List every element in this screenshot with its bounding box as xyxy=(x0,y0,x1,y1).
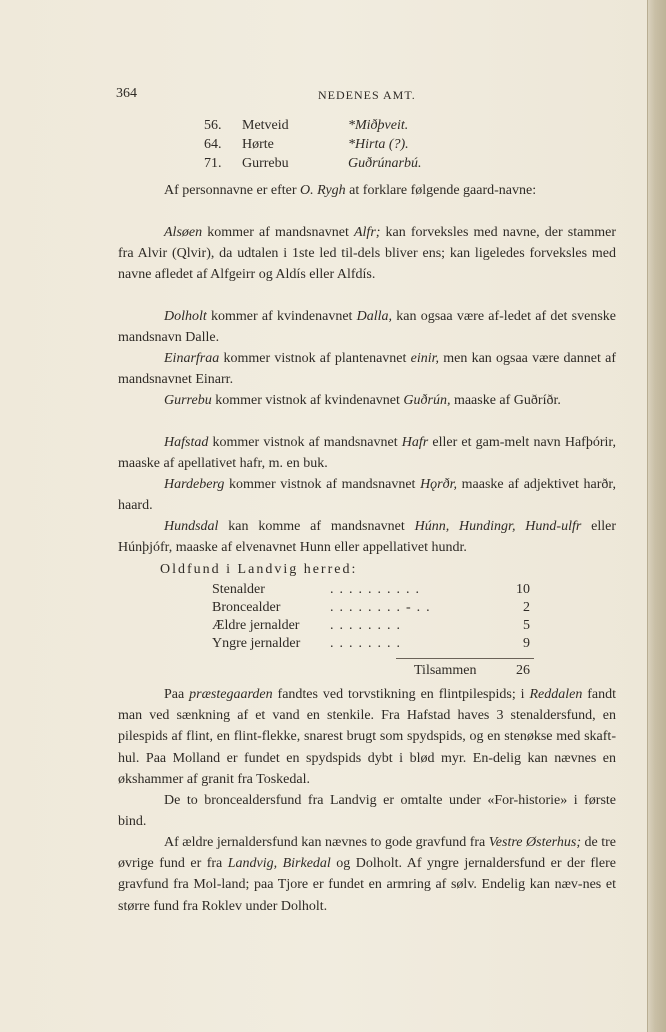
oldfund-label: Yngre jernalder xyxy=(212,636,301,651)
emphasis: O. Rygh xyxy=(300,183,346,198)
name-list-row xyxy=(204,156,422,172)
page-edge xyxy=(647,0,666,1032)
emphasis: Dalla, xyxy=(356,309,393,324)
list-old-form: *Hirta (?). xyxy=(348,137,409,152)
paragraph xyxy=(118,180,616,201)
text-run: kommer vistnok af mandsnavnet xyxy=(208,435,402,450)
list-number: 71. xyxy=(204,156,222,171)
text-run: fandtes ved torvstikning en flintpilespids; i xyxy=(272,687,530,702)
text-run: maaske af Guðríðr. xyxy=(450,393,561,408)
emphasis: Landvig, Birkedal xyxy=(227,856,331,872)
leader-dots: .......... xyxy=(330,582,425,597)
oldfund-value: 5 xyxy=(523,618,530,633)
paragraph xyxy=(118,306,616,348)
emphasis: Guðrún, xyxy=(403,393,451,408)
paragraph xyxy=(118,790,616,832)
text-run: kommer vistnok af kvindenavnet xyxy=(211,393,404,408)
list-number: 56. xyxy=(204,118,222,133)
text-run: Paa xyxy=(164,687,190,702)
text-run: eller Húnþjófr, maaske af elvenavnet Hunn eller appellativet hundr. xyxy=(118,519,617,556)
leader-dots: ........-.. xyxy=(330,600,436,615)
emphasis: Hardeberg xyxy=(164,477,225,492)
list-old-form: Guðrúnarbú. xyxy=(348,156,422,171)
paragraph xyxy=(118,222,616,286)
list-name: Metveid xyxy=(242,118,289,133)
emphasis: præstegaarden xyxy=(189,687,273,702)
list-name: Gurrebu xyxy=(242,156,289,171)
oldfund-value: 9 xyxy=(523,636,530,651)
emphasis: Hafstad xyxy=(164,435,209,450)
emphasis: Alsøen xyxy=(164,225,203,240)
leader-dots: ........ xyxy=(330,618,406,633)
oldfund-label: Stenalder xyxy=(212,582,265,597)
total-value: 26 xyxy=(516,663,530,678)
paragraph xyxy=(118,348,616,390)
text-run: kan forveksles med navne, der stammer fra Alvir (Qlvir), da udtalen i 1ste led til-dels bliver ens; kan ligeledes forveksles med navne afledet af Alfgeirr og Aldís eller Alfdís. xyxy=(118,225,616,283)
emphasis: Gurrebu xyxy=(164,393,212,408)
paragraph xyxy=(118,684,616,790)
text-run: Af ældre jernaldersfund kan nævnes to gode gravfund fra xyxy=(164,835,489,850)
text-run: de tre øvrige fund er fra xyxy=(118,835,617,872)
list-number: 64. xyxy=(204,137,222,152)
text-run: eller et gam-melt navn Hafþórir, maaske af apellativet hafr, m. en buk. xyxy=(118,435,616,472)
paragraph xyxy=(118,474,616,516)
emphasis: Hǫrðr, xyxy=(420,477,458,492)
text-run: at forklare følgende gaard-navne: xyxy=(345,183,537,198)
emphasis: Einarfraa xyxy=(164,351,220,366)
text-run: men kan ogsaa være dannet af mandsnavnet Einarr. xyxy=(118,351,616,388)
emphasis: Alfr; xyxy=(353,225,381,240)
leader-dots: ........ xyxy=(330,636,406,651)
text-run: kommer vistnok af mandsnavnet xyxy=(224,477,421,492)
page-number: 364 xyxy=(116,86,137,101)
emphasis: Hafr xyxy=(401,435,429,450)
text-run: og Dolholt. Af yngre jernaldersfund er der flere gravfund fra Mol-land; paa Tjore er fundet en armring af sølv. Endelig kan næv-nes et større fund fra Roklev under Dolholt. xyxy=(118,856,616,914)
emphasis: Dolholt xyxy=(164,309,207,324)
list-name: Hørte xyxy=(242,137,274,152)
name-list-row xyxy=(204,137,409,153)
paragraph xyxy=(118,832,616,917)
text-run: De to broncealdersfund fra Landvig er omtalte under «For-historie» i første bind. xyxy=(118,793,616,830)
text-run: kommer af kvindenavnet xyxy=(206,309,357,324)
paragraph xyxy=(118,390,616,411)
text-run: kan komme af mandsnavnet xyxy=(218,519,415,534)
oldfund-label: Ældre jernalder xyxy=(212,618,300,633)
oldfund-value: 2 xyxy=(523,600,530,615)
oldfund-value: 10 xyxy=(516,582,530,597)
emphasis: Reddalen xyxy=(529,687,583,702)
text-run: kommer af mandsnavnet xyxy=(202,225,354,240)
emphasis: Hundsdal xyxy=(164,519,219,534)
text-run: Af personnavne er efter xyxy=(164,183,301,198)
text-run: kan ogsaa være af-ledet af det svenske mandsnavn Dalle. xyxy=(118,309,617,346)
total-label: Tilsammen xyxy=(414,663,477,678)
running-title: NEDENES AMT. xyxy=(318,88,416,102)
emphasis: Vestre Østerhus; xyxy=(488,835,581,850)
paragraph xyxy=(118,432,616,474)
paragraph xyxy=(118,516,616,558)
emphasis: einir, xyxy=(410,351,440,366)
oldfund-label: Broncealder xyxy=(212,600,281,615)
emphasis: Húnn, Hundingr, Hund-ulfr xyxy=(414,519,582,534)
text-run: kommer vistnok af plantenavnet xyxy=(219,351,411,366)
name-list-row xyxy=(204,118,408,134)
text-run: maaske af adjektivet harðr, haard. xyxy=(118,477,616,514)
sum-rule xyxy=(396,658,534,659)
list-old-form: *Miðþveit. xyxy=(348,118,409,133)
text-run: fandt man ved sænkning af et vand en stenkile. Fra Hafstad haves 3 stenaldersfund, en pilespids af flint, en flint-flekke, snarest brugt som spydspids, og en stenøkse med skaft-hul. Paa Molland er fundet en spydspids dybt i blød myr. En-delig kan nævnes en økshammer af granit fra Toskedal. xyxy=(118,687,617,787)
oldfund-title: Oldfund i Landvig herred: xyxy=(160,562,358,577)
